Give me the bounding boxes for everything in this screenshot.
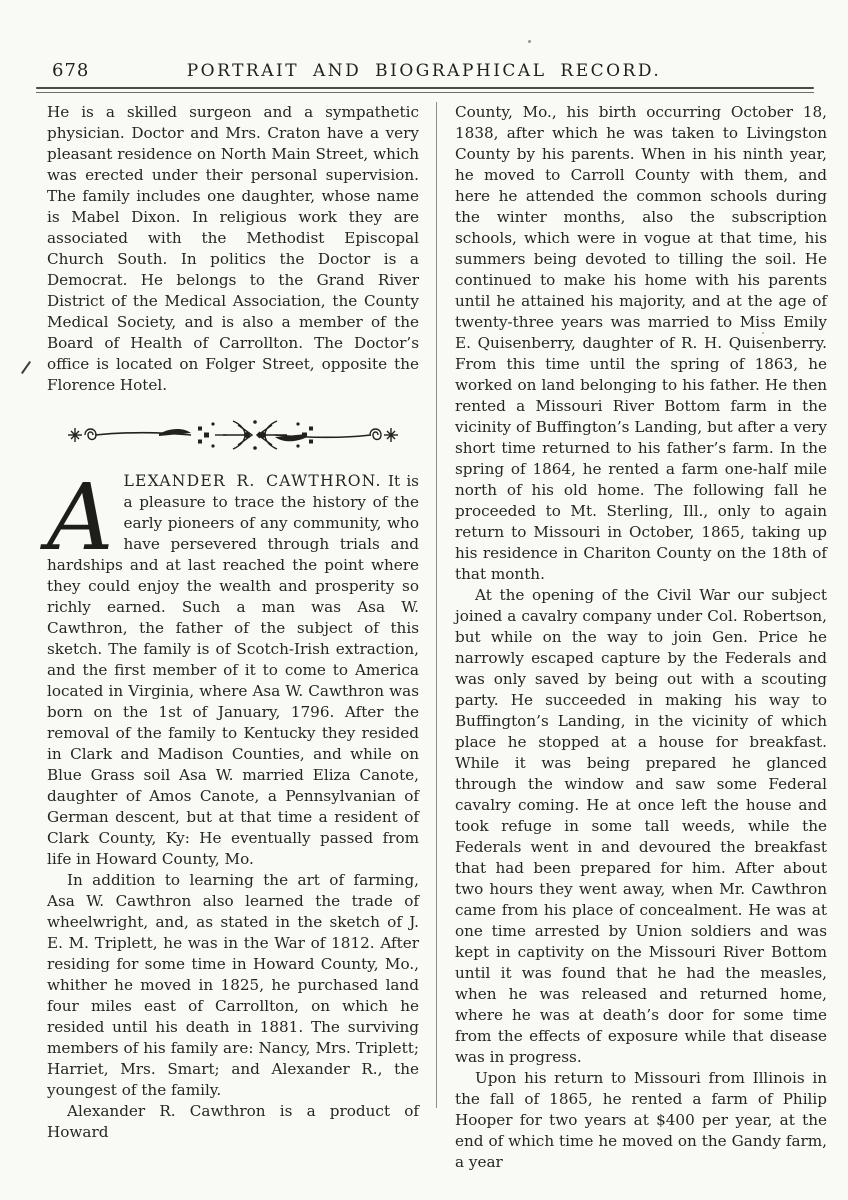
paragraph: Upon his return to Missouri from Illinois in the fall of 1865, he rented a farm of Philip Hooper for two years at $400 per year, at the end of which time he moved on the Gandy farm, a year bbox=[455, 1069, 827, 1171]
article-opening-paragraph bbox=[47, 464, 419, 870]
paragraph: Alexander R. Cawthron is a product of Howard bbox=[47, 1102, 419, 1141]
scan-speck bbox=[762, 332, 764, 334]
left-column-paragraphs bbox=[47, 870, 419, 1143]
section-divider-ornament bbox=[65, 413, 401, 457]
paragraph: County, Mo., his birth occurring October 18, 1838, after which he was taken to Livingston County by his parents. When in his ninth year, he moved to Carroll County with them, and here he attended the common schools during the winter months, also the subscription schools, which were in vogue at that time, his summers being devoted to tilling the soil. He continued to make his home with his parents until he attained his majority, and at the age of twenty-three years was married to Miss Emily E. Quisenberry, daughter of R. H. Quisenberry. From this time until the spring of 1863, he worked on land belonging to his father. He then rented a Missouri River Bottom farm in the vicinity of Buffington’s Landing, but after a very short time returned to his father’s farm. In the spring of 1864, he rented a farm one-half mile north of his old home. The following fall he proceeded to Mt. Sterling, Ill., only to again return to Missouri in October, 1865, taking up his residence in Chariton County on the 18th of that month. bbox=[455, 103, 827, 583]
scan-stray-mark bbox=[21, 361, 31, 374]
paragraph: He is a skilled surgeon and a sympathetic physician. Doctor and Mrs. Craton have a very pleasant residence on North Main Street, which was erected under their personal supervision. The family includes one daughter, whose name is Mabel Dixon. In religious work they are associated with the Methodist Episcopal Church South. In politics the Doctor is a Democrat. He belongs to the Grand River District of the Medical Association, the County Medical Society, and is also a member of the Board of Health of Carrollton. The Doctor’s office is located on Folger Street, opposite the Florence Hotel. bbox=[47, 103, 419, 394]
article-title: LEXANDER R. CAWTHRON. bbox=[123, 472, 382, 490]
article-opening-text: It is a pleasure to trace the history of the early pioneers of any community, who have persevered through trials and hardships and at last reached the point where they could enjoy the wealth and prosperity so richly earned. Such a man was Asa W. Cawthron, the father of the subject of this sketch. The family is of Scotch-Irish extraction, and the first member of it to come to America located in Virginia, where Asa W. Cawthron was born on the 1st of January, 1796. After the removal of the family to Kentucky they resided in Clark and Madison Counties, and while on Blue Grass soil Asa W. married Eliza Canote, daughter of Amos Canote, a Pennsylvanian of German descent, but at that time a resident of Clark County, Ky: He eventually passed from life in Howard County, Mo. bbox=[47, 472, 419, 868]
header-rule-thick bbox=[36, 87, 814, 89]
drop-cap-initial: A bbox=[47, 464, 114, 571]
text-columns bbox=[47, 102, 827, 1173]
running-head bbox=[0, 58, 848, 84]
paragraph: In addition to learning the art of farming, Asa W. Cawthron also learned the trade of wheelwright, and, as stated in the sketch of J. E. M. Triplett, he was in the War of 1812. After residing for some time in Howard County, Mo., whither he moved in 1825, he purchased land four miles east of Carrollton, on which he resided until his death in 1881. The surviving members of his family are: Nancy, Mrs. Triplett; Harriet, Mrs. Smart; and Alexander R., the youngest of the family. bbox=[47, 871, 419, 1099]
page-title: PORTRAIT AND BIOGRAPHICAL RECORD. bbox=[186, 61, 662, 81]
scan-speck bbox=[528, 40, 531, 43]
left-column bbox=[47, 102, 419, 1173]
right-column-paragraphs bbox=[455, 102, 827, 1173]
right-column bbox=[455, 102, 827, 1173]
header-rule-thin bbox=[36, 92, 814, 93]
page-number: 678 bbox=[52, 60, 90, 81]
paragraph: At the opening of the Civil War our subject joined a cavalry company under Col. Robertson, but while on the way to join Gen. Price he narrowly escaped capture by the Federals and was only saved by being out with a scouting party. He succeeded in making his way to Buffington’s Landing, in the vicinity of which place he stopped at a house for breakfast. While it was being prepared he glanced through the window and saw some Federal cavalry coming. He at once left the house and took refuge in some tall weeds, while the Federals went in and devoured the breakfast that had been prepared for him. After about two hours they went away, when Mr. Cawthron came from his place of concealment. He was at one time arrested by Union soldiers and was kept in captivity on the Missouri River Bottom until it was found that he had the measles, when he was released and returned home, where he was at death’s door for some time from the effects of exposure while that disease was in progress. bbox=[455, 586, 827, 1066]
